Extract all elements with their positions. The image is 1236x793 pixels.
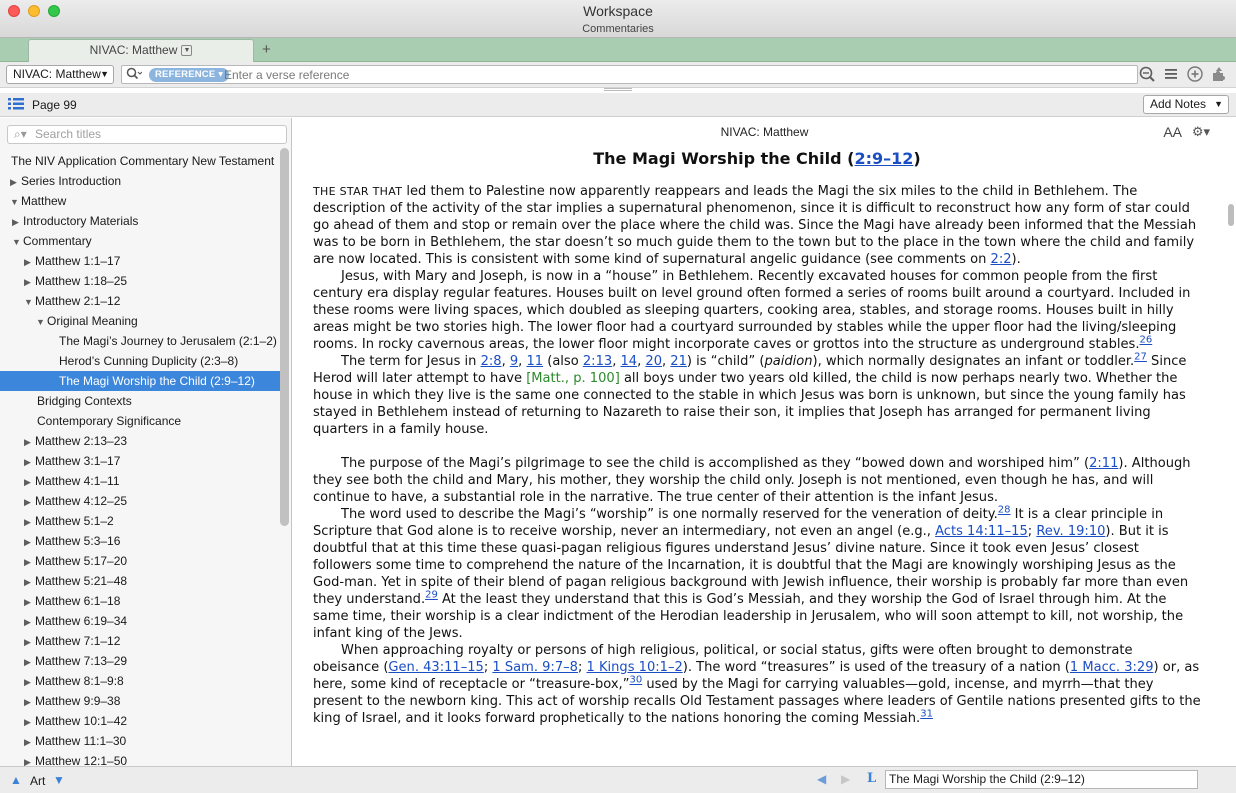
text-run: ). Although they see both the child and Mary, his mother, they worship the child only. Joseph is not mentioned, even though he has, and will continue to have, a substantial role in the narrative. The true center of their attention is the infant Jesus. [313, 456, 1191, 505]
toc-item[interactable] [0, 651, 280, 671]
disclosure-closed-icon[interactable]: ▶ [10, 177, 17, 187]
article-body [313, 183, 1201, 727]
toc-item[interactable] [0, 351, 280, 371]
disclosure-closed-icon[interactable]: ▶ [24, 537, 31, 547]
toc-item[interactable] [0, 311, 280, 331]
scripture-link[interactable]: 1 Macc. 3:29 [1069, 660, 1154, 675]
toc-item[interactable] [0, 191, 280, 211]
text-run: ) is “child” ( [686, 354, 765, 369]
toc-item-label: Matthew 4:1–11 [35, 474, 120, 488]
toc-item-label: Matthew 6:19–34 [35, 614, 128, 628]
text-run: ) or, as here, some kind of receptacle or “treasure-box,” [313, 660, 1200, 692]
toc-item[interactable] [0, 451, 280, 471]
toc-item-label: Matthew 11:1–30 [35, 734, 127, 748]
text-run: When approaching royalty or persons of high religious, political, or social status, gifts were often brought to demonstrate obeisance ( [313, 643, 1133, 675]
window-title: Workspace [583, 3, 653, 19]
footnote-link[interactable]: 27 [1134, 351, 1147, 363]
toc-item-label: Matthew 9:9–38 [35, 694, 121, 708]
footnote [629, 675, 642, 686]
page-bar [0, 93, 1236, 117]
toc-item[interactable] [0, 231, 280, 251]
disclosure-closed-icon[interactable]: ▶ [24, 617, 31, 627]
panel-splitter[interactable] [604, 88, 632, 91]
resource-select-label: NIVAC: Matthew [13, 67, 101, 81]
list-view-icon[interactable] [1162, 65, 1180, 83]
paragraph [313, 183, 1201, 268]
scripture-link[interactable]: 2:11 [1089, 456, 1119, 471]
toc-item[interactable] [0, 151, 280, 171]
paragraph [313, 506, 1201, 642]
toc-item[interactable] [0, 291, 280, 311]
toc-item-label: Matthew 5:3–16 [35, 534, 121, 548]
find-icon[interactable] [1138, 65, 1156, 83]
disclosure-closed-icon[interactable]: ▶ [24, 517, 31, 527]
text-run: ). But it is doubtful that at this time these quasi-pagan religious figures understand Jesus’ divine nature. Since it took even Jesus’ closest followers some time to comprehend the nature of the Incarnation, it is doubtful that the Magi are knowingly worshiping Jesus as the God-man. Yet in spite of their blend of pagan religious background with Jewish influence, their worship is probably far more than even they understand. [313, 524, 1189, 607]
text-run: Jesus, with Mary and Joseph, is now in a “house” in Bethlehem. Recently excavated houses for common people from the first century era display regular features. Houses built on level ground often formed a series of rooms built around a courtyard. Included in these rooms were living spaces, which doubled as sleeping quarters, cooking area, stables, and storage rooms. Houses built in hilly areas might be two stories high. The lower floor had a courtyard surrounded by stables while the upper floor had the living/sleeping rooms. In rocky cavernous areas, the lower floor might incorporate caves or grottos into the structure as underground stables. [313, 269, 1191, 352]
disclosure-closed-icon[interactable]: ▶ [24, 657, 31, 667]
disclosure-closed-icon[interactable]: ▶ [24, 677, 31, 687]
new-tab-button[interactable]: + [262, 41, 271, 58]
toc-item-label: Matthew 10:1–42 [35, 714, 128, 728]
toc-item[interactable] [0, 691, 280, 711]
toc-item[interactable] [0, 331, 280, 351]
text-run: all boys under two years old killed, the child is now perhaps nearly two. Whether the house in which they live is the same one connected to the stable in which Jesus was born is unknown, but since the young family has stayed in Bethlehem instead of returning to Nazareth to raise their son, it implies that Joseph has arranged for permanent living quarters in a family house. [313, 371, 1186, 437]
toc-item-label: Matthew 4:12–25 [35, 494, 128, 508]
text-run: , [518, 354, 527, 369]
toc-item[interactable] [0, 711, 280, 731]
search-titles-input[interactable] [7, 125, 287, 144]
footnote-link[interactable]: 31 [920, 708, 933, 720]
paragraph [313, 642, 1201, 727]
toc-item[interactable] [0, 411, 280, 431]
disclosure-open-icon[interactable]: ▼ [10, 197, 19, 207]
disclosure-closed-icon[interactable]: ▶ [24, 437, 31, 447]
toc-tree [0, 151, 280, 766]
text-run: The purpose of the Magi’s pilgrimage to see the child is accomplished as they “bowed down and worshiped him” ( [341, 456, 1090, 471]
footnote [425, 590, 438, 601]
heading-text: The Magi Worship the Child ( [593, 149, 855, 168]
resource-header [293, 118, 1236, 144]
scripture-link[interactable]: 9 [509, 354, 519, 369]
triangle-down-icon[interactable]: ▼ [53, 773, 65, 787]
content-scrollbar[interactable] [1228, 204, 1234, 226]
text-run: Since Herod will later attempt to have [313, 354, 1187, 386]
toc-item-label: Introductory Materials [23, 214, 139, 228]
disclosure-closed-icon[interactable]: ▶ [24, 757, 31, 766]
toc-item-label: The Magi Worship the Child (2:9–12) [59, 374, 255, 388]
text-run: ). [1011, 252, 1021, 267]
toc-item-label: Matthew [21, 194, 67, 208]
text-run: , [662, 354, 671, 369]
toc-item-label: Matthew 1:18–25 [35, 274, 128, 288]
search-titles-placeholder: Search titles [35, 127, 102, 141]
disclosure-closed-icon[interactable]: ▶ [24, 717, 31, 727]
toc-item[interactable] [0, 511, 280, 531]
disclosure-open-icon[interactable]: ▼ [24, 297, 33, 307]
toc-item-label: Commentary [23, 234, 92, 248]
chevron-down-icon: ▼ [100, 69, 109, 79]
toc-item-selected[interactable] [0, 371, 280, 391]
resource-select[interactable] [6, 65, 114, 84]
scripture-link[interactable]: 1 Kings 10:1–2 [586, 660, 683, 675]
toc-item[interactable] [0, 211, 280, 231]
toc-item-label: Herod’s Cunning Duplicity (2:3–8) [59, 354, 239, 368]
disclosure-closed-icon[interactable]: ▶ [24, 477, 31, 487]
back-arrow-icon[interactable]: ◀ [817, 772, 827, 786]
scripture-link[interactable]: 2:13 [582, 354, 613, 369]
heading-reference-link[interactable]: 2:9–12 [854, 149, 914, 168]
toc-item[interactable] [0, 471, 280, 491]
scripture-link[interactable]: Gen. 43:11–15 [388, 660, 484, 675]
toc-item-label: Matthew 7:1–12 [35, 634, 121, 648]
disclosure-closed-icon[interactable]: ▶ [24, 497, 31, 507]
toc-item-label: Contemporary Significance [37, 414, 182, 428]
disclosure-closed-icon[interactable]: ▶ [24, 257, 31, 267]
text-run: , [637, 354, 646, 369]
chevron-down-icon: ▼ [1214, 99, 1223, 109]
text-run: At the least they understand that this is God’s Messiah, and they worship the God of Israel through him. At the same time, their worship is a clear indictment of the Herodian leadership in Jerusalem, who will soon attempt to kill, not worship, the infant king of the Jews. [313, 592, 1184, 641]
reading-pane [293, 118, 1236, 766]
toc-item[interactable] [0, 731, 280, 751]
disclosure-open-icon[interactable]: ▼ [36, 317, 45, 327]
toc-item[interactable] [0, 531, 280, 551]
text-run: ). The word “treasures” is used of the treasury of a nation ( [682, 660, 1070, 675]
sidebar-scrollbar[interactable] [280, 148, 289, 526]
scripture-link[interactable]: 11 [526, 354, 544, 369]
reference-placeholder: Enter a verse reference [224, 68, 350, 82]
page-marker: [Matt., p. 100] [526, 371, 624, 386]
add-notes-button[interactable] [1143, 95, 1229, 114]
article [313, 148, 1201, 727]
toc-item[interactable] [0, 591, 280, 611]
footnote-link[interactable]: 30 [629, 674, 643, 686]
paragraph [313, 268, 1201, 353]
disclosure-closed-icon[interactable]: ▶ [24, 577, 31, 587]
scripture-link[interactable]: Acts 14:11–15 [935, 524, 1028, 539]
text-run: , [501, 354, 510, 369]
toc-item[interactable] [0, 431, 280, 451]
toc-item-label: Matthew 3:1–17 [35, 454, 121, 468]
text-run: It is a clear principle in Scripture that God alone is to receive worship, never an intermediary, not even an angel (e.g., [313, 507, 1164, 539]
toc-item-label: Matthew 2:13–23 [35, 434, 128, 448]
text-run: used by the Magi for carrying valuables—gold, incense, and myrrh—that they present to the newborn king. This act of worship recalls Old Testament passages where leaders of Gentile nations presented gifts to the king of Israel, and it looks forward prophetically to the nations honoring the coming Messiah. [313, 677, 1201, 726]
section-heading [313, 148, 1201, 170]
search-icon[interactable] [126, 67, 142, 84]
toc-item[interactable] [0, 631, 280, 651]
disclosure-closed-icon[interactable]: ▶ [24, 557, 31, 567]
text-run: ; [1027, 524, 1037, 539]
footnote [998, 505, 1011, 516]
disclosure-closed-icon[interactable]: ▶ [12, 217, 19, 227]
page-number: Page 99 [32, 98, 77, 112]
toc-item-label: Matthew 12:1–50 [35, 754, 128, 766]
text-run: The word used to describe the Magi’s “worship” is one normally reserved for the veneration of deity. [341, 507, 998, 522]
small-caps-lead: THE STAR THAT [313, 185, 403, 198]
text-run: ; [577, 660, 587, 675]
disclosure-open-icon[interactable]: ▼ [12, 237, 21, 247]
paragraph [313, 353, 1201, 438]
footnote-link[interactable]: 29 [425, 589, 438, 601]
toc-item[interactable] [0, 671, 280, 691]
toc-item[interactable] [0, 391, 280, 411]
window-subtitle: Commentaries [582, 23, 654, 35]
text-run: ; [483, 660, 493, 675]
reference-type-pill[interactable]: REFERENCE ▾ [149, 68, 229, 82]
paragraph [313, 455, 1201, 506]
add-panel-icon[interactable] [1186, 65, 1204, 83]
toc-item-label: Original Meaning [47, 314, 138, 328]
toc-item-label: Bridging Contexts [37, 394, 132, 408]
scripture-link[interactable]: 14 [620, 354, 638, 369]
toc-item[interactable] [0, 571, 280, 591]
disclosure-closed-icon[interactable]: ▶ [24, 457, 31, 467]
scripture-link[interactable]: 20 [645, 354, 662, 369]
toc-item[interactable] [0, 551, 280, 571]
toc-item-label: Matthew 1:1–17 [35, 254, 121, 268]
heading-close: ) [913, 149, 921, 168]
font-size-icon[interactable]: AA [1163, 124, 1182, 140]
toolbar-icons [1138, 65, 1228, 83]
text-run: The term for Jesus in [341, 354, 481, 369]
footnote [920, 709, 933, 720]
text-run: (also [543, 354, 583, 369]
toc-item-label: Matthew 5:21–48 [35, 574, 128, 588]
scripture-link[interactable]: 1 Sam. 9:7–8 [492, 660, 578, 675]
puzzle-icon[interactable] [1210, 65, 1228, 83]
toc-item-label: The Magi’s Journey to Jerusalem (2:1–2) [59, 334, 277, 348]
toc-item[interactable] [0, 251, 280, 271]
tab-label: NIVAC: Matthew [89, 43, 178, 57]
title-bar [0, 0, 1236, 38]
disclosure-closed-icon[interactable]: ▶ [24, 637, 31, 647]
tab-menu-chevron-icon[interactable]: ▼ [181, 45, 192, 56]
tab-bar [0, 38, 1236, 62]
art-label[interactable]: Art [30, 774, 46, 788]
scripture-link[interactable]: Rev. 19:10 [1036, 524, 1106, 539]
paragraph-gap [313, 438, 1201, 455]
text-run: led them to Palestine now apparently reappears and leads the Magi the six miles to the child in Bethlehem. The description of the activity of the star implies a supernatural phenomenon, since it is difficult to reconstruct how any form of star could go ahead of them and stop or remain over the place where the child was. Since the Magi have already been informed that the Messiah was to be born in Bethlehem, the star doesn’t so much guide them to the town but to the place in the town where the child and family are now located. This is consistent with some kind of supernatural angelic guidance (see comments on [313, 184, 1197, 267]
toc-item[interactable] [0, 751, 280, 766]
disclosure-closed-icon[interactable]: ▶ [24, 697, 31, 707]
link-icon[interactable]: L [867, 771, 877, 786]
status-bar [0, 766, 1236, 793]
footnote [1139, 335, 1152, 346]
toc-item-label: Matthew 5:17–20 [35, 554, 128, 568]
forward-arrow-icon[interactable]: ▶ [841, 772, 851, 786]
location-field[interactable]: The Magi Worship the Child (2:9–12) [885, 770, 1198, 789]
table-of-contents-sidebar [0, 118, 292, 766]
resource-title: NIVAC: Matthew [720, 125, 809, 139]
disclosure-closed-icon[interactable]: ▶ [24, 597, 31, 607]
triangle-up-icon[interactable]: ▲ [10, 773, 22, 787]
toc-item[interactable] [0, 611, 280, 631]
toc-item-label: The NIV Application Commentary New Testament [11, 154, 275, 168]
toc-item-label: Matthew 8:1–9:8 [35, 674, 124, 688]
toc-item-label: Matthew 2:1–12 [35, 294, 121, 308]
disclosure-closed-icon[interactable]: ▶ [24, 737, 31, 747]
toc-item[interactable] [0, 271, 280, 291]
text-run: , [612, 354, 621, 369]
reference-pill-label: REFERENCE [155, 69, 216, 80]
toc-item-label: Matthew 6:1–18 [35, 594, 121, 608]
scripture-link[interactable]: 21 [670, 354, 687, 369]
scripture-link[interactable]: 2:8 [480, 354, 502, 369]
gear-icon[interactable]: ⚙▾ [1191, 124, 1210, 139]
toc-item-label: Series Introduction [21, 174, 122, 188]
footnote [1134, 352, 1147, 363]
toc-item-label: Matthew 5:1–2 [35, 514, 114, 528]
toc-item-label: Matthew 7:13–29 [35, 654, 128, 668]
table-of-contents-icon[interactable] [8, 97, 24, 111]
scripture-link[interactable]: 2:2 [990, 252, 1012, 267]
tab-nivac-matthew[interactable] [28, 39, 254, 62]
toolbar [0, 62, 1236, 88]
toc-item[interactable] [0, 171, 280, 191]
text-run: ), which normally designates an infant or toddler. [812, 354, 1135, 369]
search-icon: ⌕▾ [14, 127, 27, 141]
add-notes-label: Add Notes [1149, 97, 1206, 111]
toc-item[interactable] [0, 491, 280, 511]
italic-term: paidion [764, 354, 813, 369]
reference-input[interactable] [121, 65, 1138, 84]
disclosure-closed-icon[interactable]: ▶ [24, 277, 31, 287]
footnote-link[interactable]: 28 [997, 504, 1011, 516]
footnote-link[interactable]: 26 [1139, 334, 1153, 346]
